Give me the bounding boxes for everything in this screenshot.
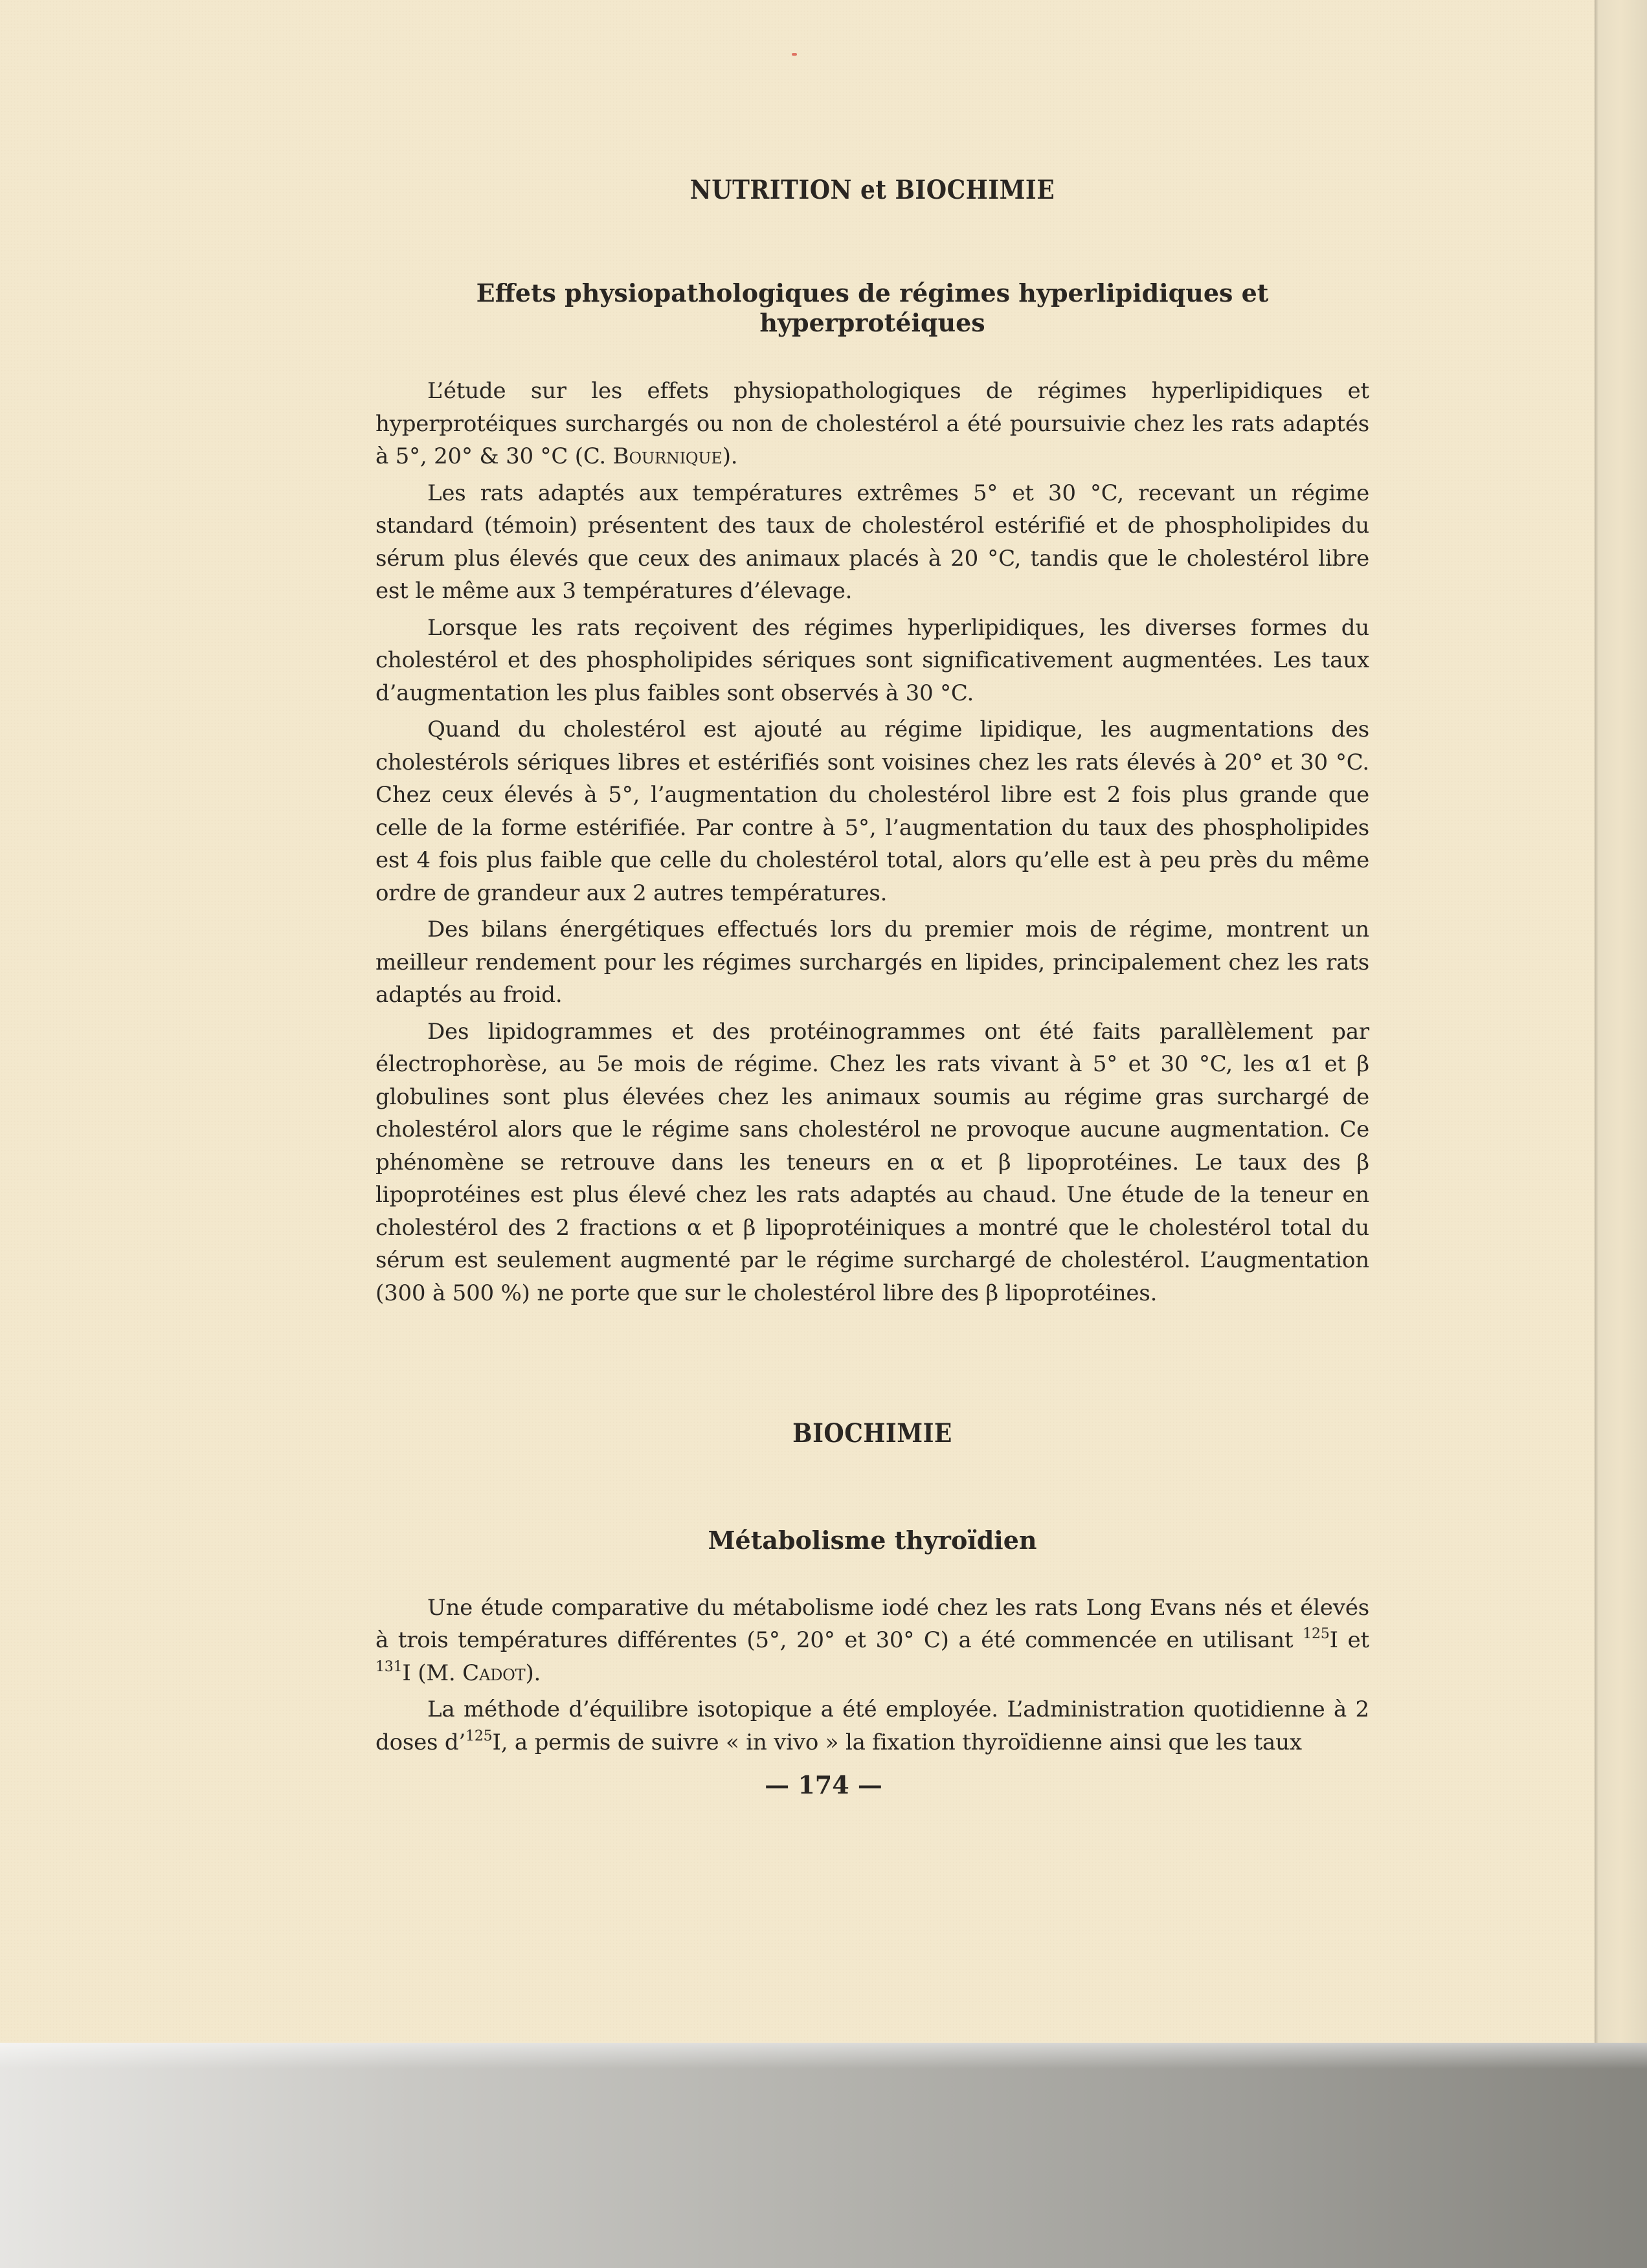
paragraph xyxy=(375,375,1369,473)
text-column xyxy=(375,175,1369,1762)
section-title-biochimie: BIOCHIMIE xyxy=(792,1418,952,1449)
paragraph: Lorsque les rats reçoivent des régimes hyperlipidiques, les diverses formes du cholestérol et des phospholipides sériques sont significativement augmentées. Les taux d’augmentation les plus faibles sont observés à 30 °C. xyxy=(375,614,1369,706)
paragraph-text: Une étude comparative du métabolisme iodé chez les rats Long Evans nés et élevés à trois températures différentes (5°, 20° et 30° C) a été commencée en utilisant xyxy=(375,1594,1369,1654)
paragraph xyxy=(375,1693,1369,1759)
section-title-nutrition: NUTRITION et BIOCHIMIE xyxy=(689,175,1055,205)
page-edge-shadow xyxy=(1595,0,1647,2045)
paragraph-text: et xyxy=(1338,1627,1369,1654)
isotope-mass: 131 xyxy=(375,1658,403,1675)
isotope-symbol: I xyxy=(492,1729,501,1755)
isotope-mass: 125 xyxy=(465,1728,493,1744)
paragraph xyxy=(375,1592,1369,1690)
isotope-symbol: I xyxy=(402,1660,411,1686)
isotope-symbol: I xyxy=(1329,1627,1338,1654)
paragraph-text: (M. xyxy=(410,1660,463,1686)
page-number: — 174 — xyxy=(765,1770,882,1799)
paragraph: Les rats adaptés aux températures extrêmes 5° et 30 °C, recevant un régime standard (témoin) présentent des taux de cholestérol estérifié et de phospholipides du sérum plus élevés que ceux des animaux placés à 20 °C, tandis que le cholestérol libre est le même aux 3 températures d’élevage. xyxy=(375,480,1369,605)
paragraph-text: ). xyxy=(525,1660,541,1686)
paragraph: Des lipidogrammes et des protéinogrammes ont été faits parallèlement par électrophorèse, au 5e mois de régime. Chez les rats vivant à 5° et 30 °C, les α1 et β globulines sont plus élevées chez les animaux soumis au régime gras surchargé de cholestérol alors que le régime sans cholestérol ne provoque aucune augmentation. Ce phénomène se retrouve dans les teneurs en α et β lipoprotéines. Le taux des β lipoprotéines est plus élevé chez les rats adaptés au chaud. Une étude de la teneur en cholestérol des 2 fractions α et β lipoprotéiniques a montré que le cholestérol total du sérum est seulement augmenté par le régime surchargé de cholestérol. L’augmentation (300 à 500 %) ne porte que sur le cholestérol libre des β lipoprotéines. xyxy=(375,1018,1369,1306)
paragraph: Des bilans énergétiques effectués lors du premier mois de régime, montrent un meilleur rendement pour les régimes surchargés en lipides, principalement chez les rats adaptés au froid. xyxy=(375,917,1369,1008)
subsection-title-effets: Effets physiopathologiques de régimes hyperlipidiques et hyperprotéiques xyxy=(476,278,1269,337)
paragraph-text: ). xyxy=(722,443,738,470)
paragraph-text: , a permis de suivre « in vivo » la fixation thyroïdienne ainsi que les taux xyxy=(500,1729,1302,1755)
subsection-title-metabolisme: Métabolisme thyroïdien xyxy=(708,1526,1037,1555)
isotope-mass: 125 xyxy=(1303,1626,1330,1643)
paragraph-text: L’étude sur les effets physiopathologiques de régimes hyperlipidiques et hyperprotéiques surchargés ou non de cholestérol a été poursuivie chez les rats adaptés à 5°, 20° & 30 °C (C. xyxy=(375,378,1369,470)
author-name: Cadot xyxy=(462,1660,526,1686)
scanner-background xyxy=(0,2043,1647,2268)
paragraph: Quand du cholestérol est ajouté au régime lipidique, les augmentations des cholestérols sériques libres et estérifiés sont voisines chez les rats élevés à 20° et 30 °C. Chez ceux élevés à 5°, l’augmentation du cholestérol libre est 2 fois plus grande que celle de la forme estérifiée. Par contre à 5°, l’augmentation du taux des phospholipides est 4 fois plus faible que celle du cholestérol total, alors qu’elle est à peu près du même ordre de grandeur aux 2 autres températures. xyxy=(375,717,1369,906)
author-name: Bournique xyxy=(612,443,723,470)
paragraph-text: La méthode d’équilibre isotopique a été employée. L’administration quotidienne à 2 doses d’ xyxy=(375,1696,1369,1755)
ink-speck xyxy=(792,53,797,56)
